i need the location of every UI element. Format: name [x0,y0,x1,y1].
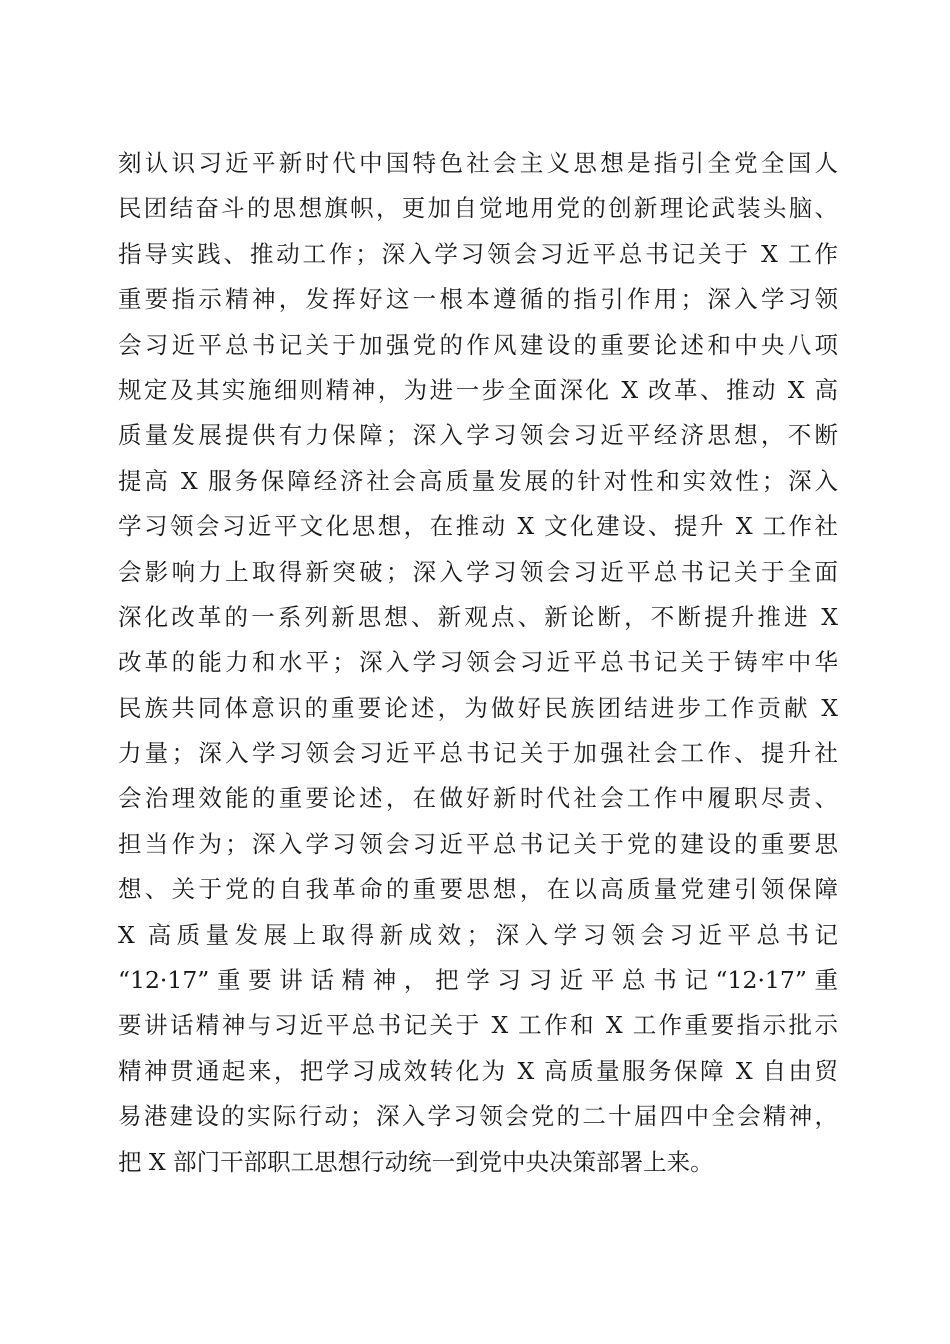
text-line: 改革的能力和水平；深入学习领会习近平总书记关于铸牢中华 [118,648,838,677]
text-line: 提高 X 服务保障经济社会高质量发展的针对性和实效性；深入 [118,466,838,495]
body-paragraph [118,141,838,1185]
text-line: 规定及其实施细则精神，为进一步全面深化 X 改革、推动 X 高 [118,375,838,404]
text-line: 要讲话精神与习近平总书记关于 X 工作和 X 工作重要指示批示 [118,1011,838,1040]
text-line: “12·17”重要讲话精神，把学习习近平总书记“12·17”重 [118,966,838,995]
text-line: 想、关于党的自我革命的重要思想，在以高质量党建引领保障 [118,875,838,904]
text-line: 刻认识习近平新时代中国特色社会主义思想是指引全党全国人 [118,149,838,177]
text-line: 学习领会习近平文化思想，在推动 X 文化建设、提升 X 工作社 [118,512,838,541]
text-line: 民族共同体意识的重要论述，为做好民族团结进步工作贡献 X [118,693,838,722]
text-line: 指导实践、推动工作；深入学习领会习近平总书记关于 X 工作 [118,239,838,268]
text-line: 深化改革的一系列新思想、新观点、新论断，不断提升推进 X [118,602,838,631]
text-line: 把 X 部门干部职工思想行动统一到党中央决策部署上来。 [118,1147,714,1176]
text-line: 民团结奋斗的思想旗帜，更加自觉地用党的创新理论武装头脑、 [118,194,838,223]
text-line: 精神贯通起来，把学习成效转化为 X 高质量服务保障 X 自由贸 [118,1056,838,1085]
text-line: 会影响力上取得新突破；深入学习领会习近平总书记关于全面 [118,557,838,586]
text-line: 会习近平总书记关于加强党的作风建设的重要论述和中央八项 [118,330,838,359]
text-line: 易港建设的实际行动；深入学习领会党的二十届四中全会精神， [118,1102,838,1131]
text-line: 重要指示精神，发挥好这一根本遵循的指引作用；深入学习领 [118,285,838,314]
text-line: 担当作为；深入学习领会习近平总书记关于党的建设的重要思 [118,829,838,858]
text-line: X 高质量发展上取得新成效；深入学习领会习近平总书记 [118,920,838,949]
text-line: 质量发展提供有力保障；深入学习领会习近平经济思想，不断 [118,421,838,450]
text-line: 会治理效能的重要论述，在做好新时代社会工作中履职尽责、 [118,784,838,813]
text-line: 力量；深入学习领会习近平总书记关于加强社会工作、提升社 [118,739,838,768]
